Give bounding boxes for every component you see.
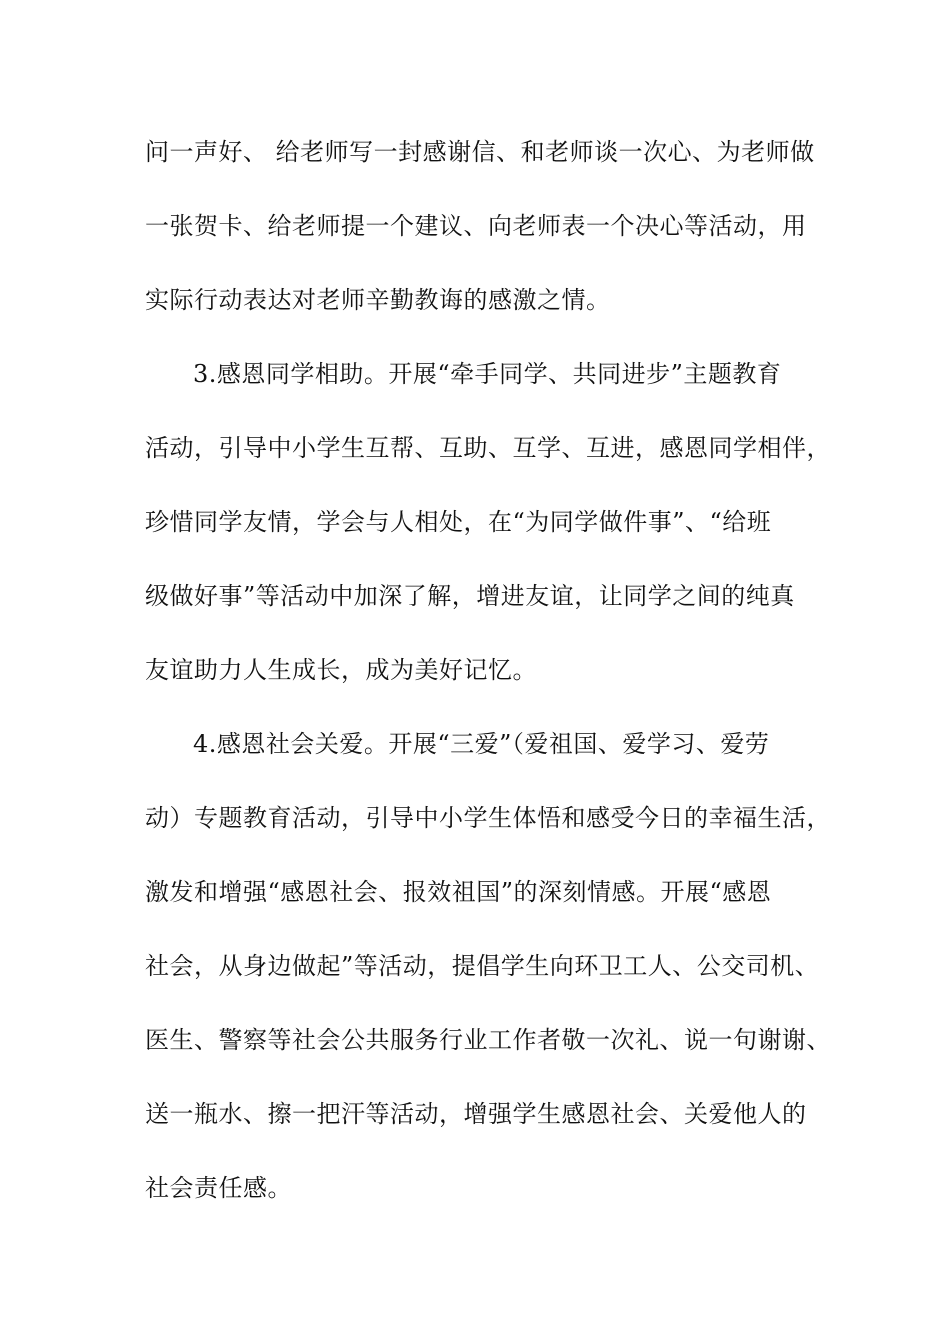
text-line: 级做好事”等活动中加深了解，增进友谊，让同学之间的纯真 bbox=[145, 582, 795, 610]
text-line: 活动，引导中小学生互帮、互助、互学、互进，感恩同学相伴， bbox=[145, 434, 831, 462]
paragraph-3-heading-line: 3.感恩同学相助。开展“牵手同学、共同进步”主题教育 bbox=[193, 360, 782, 388]
text-line: 实际行动表达对老师辛勤教诲的感激之情。 bbox=[145, 286, 611, 314]
paragraph-4-heading-line: 4.感恩社会关爱。开展“三爱”（爱祖国、爱学习、爱劳 bbox=[193, 730, 770, 758]
text-line: 医生、警察等社会公共服务行业工作者敬一次礼、说一句谢谢、 bbox=[145, 1026, 831, 1054]
text-line: 珍惜同学友情，学会与人相处，在“为同学做件事”、“给班 bbox=[145, 508, 772, 536]
text-line: 社会责任感。 bbox=[145, 1174, 292, 1202]
text-line: 友谊助力人生成长，成为美好记忆。 bbox=[145, 656, 537, 684]
text-line: 问一声好、 给老师写一封感谢信、和老师谈一次心、为老师做 bbox=[145, 138, 815, 166]
text-line: 一张贺卡、给老师提一个建议、向老师表一个决心等活动，用 bbox=[145, 212, 807, 240]
text-line: 送一瓶水、擦一把汗等活动，增强学生感恩社会、关爱他人的 bbox=[145, 1100, 807, 1128]
text-line: 动）专题教育活动，引导中小学生体悟和感受今日的幸福生活， bbox=[145, 804, 831, 832]
text-line: 激发和增强“感恩社会、报效祖国”的深刻情感。开展“感恩 bbox=[145, 878, 772, 906]
text-line: 社会，从身边做起”等活动，提倡学生向环卫工人、公交司机、 bbox=[145, 952, 820, 980]
